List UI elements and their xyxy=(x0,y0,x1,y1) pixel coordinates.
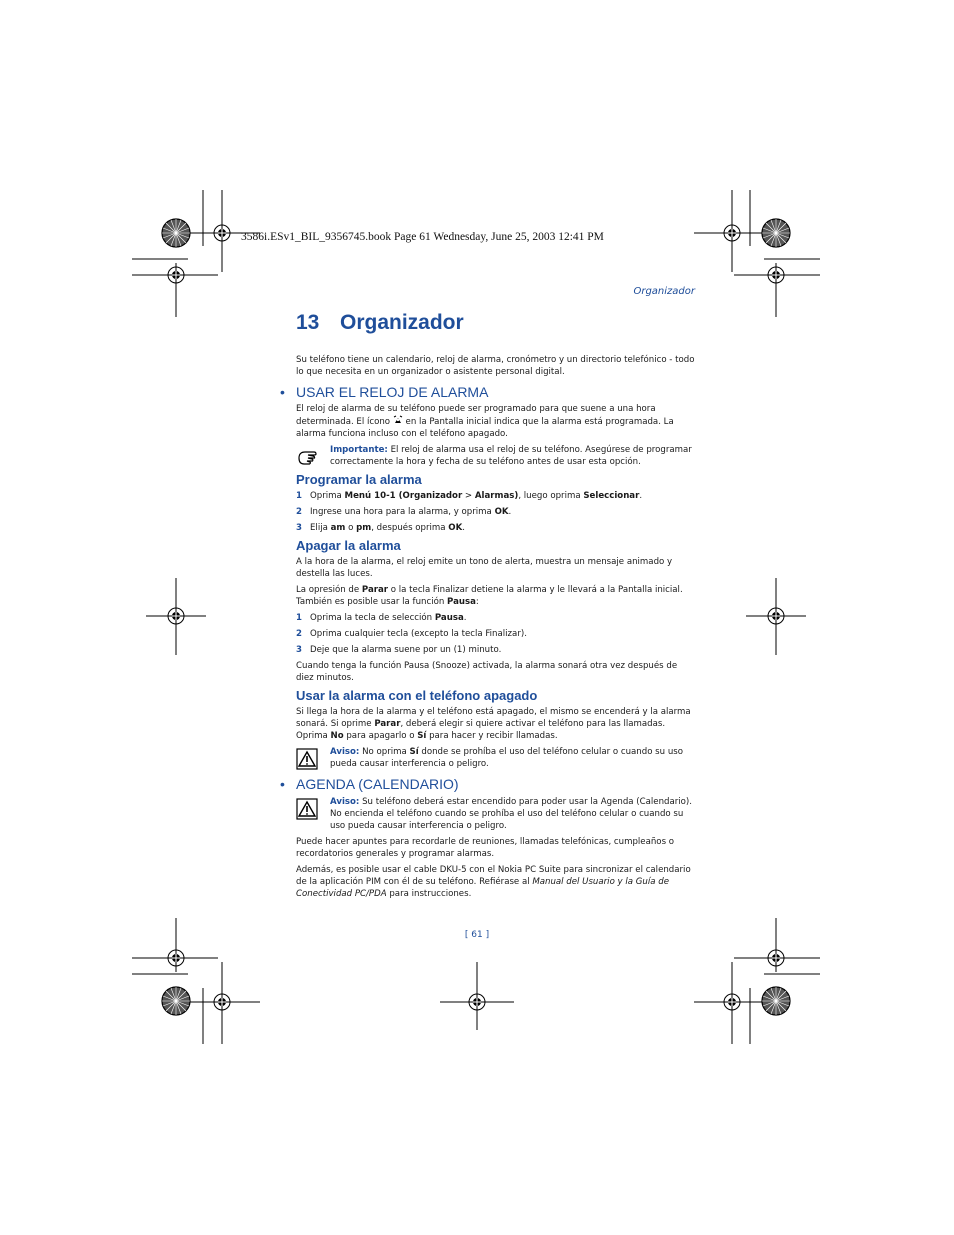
step-text: . xyxy=(462,523,465,533)
list-item xyxy=(296,522,696,534)
warning-label: Aviso: xyxy=(330,797,360,807)
text-run: donde se prohíba el uso del teléfono celular o cuando su uso pueda causar interferencia o peligro. xyxy=(330,747,684,769)
important-hand-icon xyxy=(296,446,318,468)
step-text: Ingrese una hora para la alarma, y oprima xyxy=(310,507,495,517)
alarm-clock-icon xyxy=(393,415,403,425)
text-run: No oprima xyxy=(359,747,410,757)
step-text: Oprima la tecla de selección xyxy=(310,613,435,623)
text-run: o la tecla Finalizar detiene la alarma y le llevará a la Pantalla inicial. También es posible usar la función xyxy=(296,585,683,607)
step-bold: am xyxy=(330,523,346,533)
text-bold: Parar xyxy=(374,719,401,729)
agenda-paragraph-2 xyxy=(296,864,696,900)
warning-note xyxy=(296,796,696,832)
apagado-paragraph xyxy=(296,706,696,742)
section-heading-agenda xyxy=(280,776,696,793)
list-item xyxy=(296,490,696,502)
agenda-paragraph-1: Puede hacer apuntes para recordarle de reuniones, llamadas telefónicas, cumpleaños o recordatorios generales y programar alarmas. xyxy=(296,837,675,859)
text-run: La opresión de xyxy=(296,585,362,595)
important-text: El reloj de alarma usa el reloj de su teléfono. Asegúrese de programar correctamente la hora y fecha de su teléfono antes de usar esta opción. xyxy=(330,445,692,467)
warning-label: Aviso: xyxy=(330,747,360,757)
page-number: [ 61 ] xyxy=(464,930,490,940)
section-bullet: • xyxy=(280,776,285,792)
list-item xyxy=(296,628,696,640)
warning-note xyxy=(296,746,696,770)
section-heading-alarm xyxy=(280,384,696,401)
step-bold: OK xyxy=(448,523,463,533)
alarm-paragraph xyxy=(296,403,696,440)
warning-triangle-icon xyxy=(296,748,318,770)
text-run: Si llega la hora de la alarma y el teléfono está apagado, el mismo se encenderá y la alarma sonará. Si oprime xyxy=(296,707,691,729)
chapter-number: 13 xyxy=(296,311,320,334)
step-number: 2 xyxy=(296,507,302,517)
section-bullet: • xyxy=(280,384,285,400)
step-bold: Pausa xyxy=(434,613,464,623)
text-run: , deberá elegir si quiere activar el teléfono para las llamadas. Oprima xyxy=(296,719,666,741)
page-content xyxy=(280,310,696,904)
text-run: para hacer y recibir llamadas. xyxy=(426,731,558,741)
text-bold: Sí xyxy=(409,747,419,757)
text-bold: Parar xyxy=(361,585,389,595)
list-item xyxy=(296,506,696,518)
step-text: o xyxy=(345,523,357,533)
important-note xyxy=(296,444,696,468)
step-bold: OK xyxy=(494,507,509,517)
text-run: Además, es posible usar el cable DKU-5 con el Nokia PC Suite para sincronizar el calendario de la aplicación PIM con él de su teléfono. Refiérase al xyxy=(296,865,691,887)
intro-paragraph: Su teléfono tiene un calendario, reloj de alarma, cronómetro y un directorio telefónico - todo lo que necesita en un organizador o asistente personal digital. xyxy=(296,355,695,377)
step-text: . xyxy=(639,491,643,501)
apagar-paragraph-2 xyxy=(296,584,696,608)
step-text: Oprima cualquier tecla (excepto la tecla Finalizar). xyxy=(310,629,527,639)
step-text: . xyxy=(463,613,467,623)
important-label: Importante: xyxy=(330,445,388,455)
step-number: 3 xyxy=(296,645,302,655)
step-number: 2 xyxy=(296,629,302,639)
subheading-apagado: Usar la alarma con el teléfono apagado xyxy=(296,688,538,703)
step-text: > xyxy=(462,491,475,501)
subheading-apagar: Apagar la alarma xyxy=(296,538,401,553)
print-header: 3586i.ESv1_BIL_9356745.book Page 61 Wednesday, June 25, 2003 12:41 PM xyxy=(241,231,604,243)
step-bold: Alarmas) xyxy=(474,491,519,501)
step-number: 1 xyxy=(296,613,302,623)
subheading-programar: Programar la alarma xyxy=(296,472,422,487)
manual-title: Manual del Usuario y la Guía de Conectividad PC/PDA xyxy=(296,877,669,899)
chapter-title xyxy=(296,310,696,336)
text-run: : xyxy=(475,597,479,607)
apagar-paragraph-1: A la hora de la alarma, el reloj emite un tono de alerta, muestra un mensaje animado y destella las luces. xyxy=(296,557,673,579)
section-heading-text: AGENDA (CALENDARIO) xyxy=(296,776,459,792)
step-bold: pm xyxy=(356,523,372,533)
warning-text: Su teléfono deberá estar encendido para poder usar la Agenda (Calendario). No encienda el teléfono cuando se prohíba el uso del teléfono celular o cuando su uso pueda causar interferencia o peligro. xyxy=(330,797,692,831)
step-text: . xyxy=(508,507,512,517)
list-item xyxy=(296,612,696,624)
text-run: para instrucciones. xyxy=(386,889,472,899)
section-heading-text: USAR EL RELOJ DE ALARMA xyxy=(296,384,489,400)
alarm-paragraph-part: en la Pantalla inicial indica que la alarma está programada. La alarma funciona incluso con el teléfono apagado. xyxy=(296,417,674,439)
step-text: Deje que la alarma suene por un (1) minuto. xyxy=(310,645,502,655)
step-number: 1 xyxy=(296,491,302,501)
running-head: Organizador xyxy=(633,286,695,297)
list-item xyxy=(296,644,696,656)
alarm-paragraph-part: El reloj de alarma de su teléfono puede ser programado para que suene a una hora determinada. El ícono xyxy=(296,404,656,427)
apagar-paragraph-3: Cuando tenga la función Pausa (Snooze) activada, la alarma sonará otra vez después de diez minutos. xyxy=(296,661,678,683)
warning-triangle-icon xyxy=(296,798,318,820)
text-bold: No xyxy=(330,731,344,741)
step-text: , luego oprima xyxy=(518,491,584,501)
step-bold: Seleccionar xyxy=(583,491,640,501)
step-text: , después oprima xyxy=(371,523,449,533)
text-run: para apagarlo o xyxy=(343,731,418,741)
step-text: Elija xyxy=(310,523,331,533)
step-text: Oprima xyxy=(310,491,345,501)
step-number: 3 xyxy=(296,523,302,533)
text-bold: Pausa xyxy=(447,597,476,607)
text-bold: Sí xyxy=(417,731,427,741)
chapter-title-text: Organizador xyxy=(340,311,464,334)
step-bold: Menú 10-1 (Organizador xyxy=(344,491,463,501)
